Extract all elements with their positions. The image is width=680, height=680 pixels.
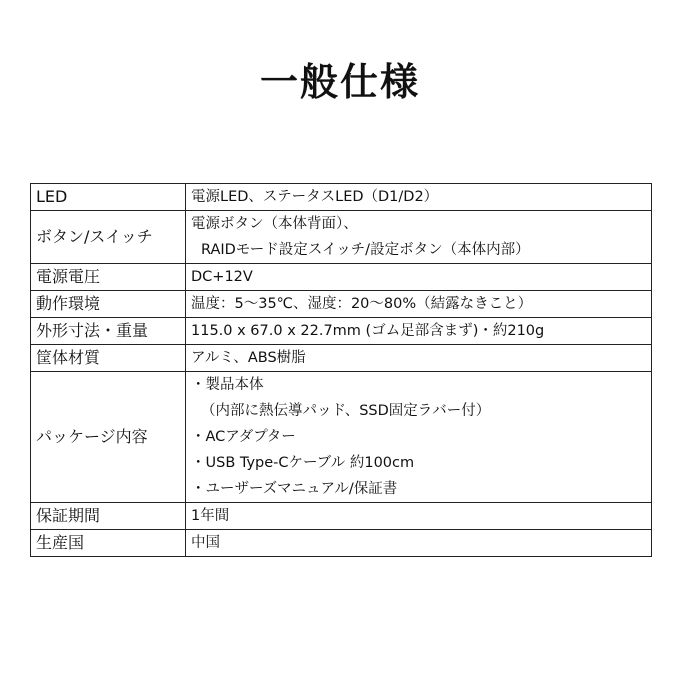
spec-value-line: 115.0 x 67.0 x 22.7mm (ゴム足部含まず)・約210g: [191, 323, 545, 339]
spec-label: ボタン/スイッチ: [31, 211, 186, 264]
spec-value-line: 電源LED、ステータスLED（D1/D2）: [191, 189, 439, 205]
spec-value: [186, 211, 652, 264]
spec-row-country: [31, 530, 652, 557]
spec-label: パッケージ内容: [31, 372, 186, 503]
spec-label: 筐体材質: [31, 345, 186, 372]
spec-value-line: （内部に熱伝導パッド、SSD固定ラバー付）: [201, 403, 491, 419]
spec-value: [186, 503, 652, 530]
spec-row-package-contents: [31, 372, 652, 503]
spec-value-line: RAIDモード設定スイッチ/設定ボタン（本体内部）: [201, 242, 530, 258]
spec-value-line: ・ACアダプター: [191, 429, 296, 445]
spec-label: 外形寸法・重量: [31, 318, 186, 345]
spec-value-line: 温度：5〜35℃、湿度：20〜80%（結露なきこと）: [191, 296, 533, 312]
spec-value-line: 中国: [191, 535, 220, 551]
spec-label: 保証期間: [31, 503, 186, 530]
spec-value: [186, 291, 652, 318]
spec-row-buttons: [31, 211, 652, 264]
spec-row-material: [31, 345, 652, 372]
page-title: 一般仕様: [259, 60, 420, 104]
spec-row-power-voltage: [31, 264, 652, 291]
spec-label: LED: [31, 184, 186, 211]
spec-value-line: 電源ボタン（本体背面）、: [191, 216, 358, 232]
spec-value-line: ・USB Type-Cケーブル 約100cm: [191, 455, 415, 471]
spec-value-line: 1年間: [191, 508, 230, 524]
spec-row-dimensions: [31, 318, 652, 345]
spec-label: 電源電圧: [31, 264, 186, 291]
spec-value-line: ・製品本体: [191, 377, 264, 393]
spec-table: [30, 183, 652, 557]
spec-value: [186, 372, 652, 503]
spec-value: [186, 345, 652, 372]
spec-value-line: ・ユーザーズマニュアル/保証書: [191, 481, 398, 497]
spec-row-warranty: [31, 503, 652, 530]
spec-value-line: DC+12V: [191, 269, 253, 285]
spec-value: [186, 318, 652, 345]
spec-value-line: アルミ、ABS樹脂: [191, 350, 306, 366]
spec-value: [186, 264, 652, 291]
spec-label: 動作環境: [31, 291, 186, 318]
spec-label: 生産国: [31, 530, 186, 557]
spec-value: [186, 184, 652, 211]
spec-value: [186, 530, 652, 557]
spec-row-led: [31, 184, 652, 211]
spec-row-environment: [31, 291, 652, 318]
